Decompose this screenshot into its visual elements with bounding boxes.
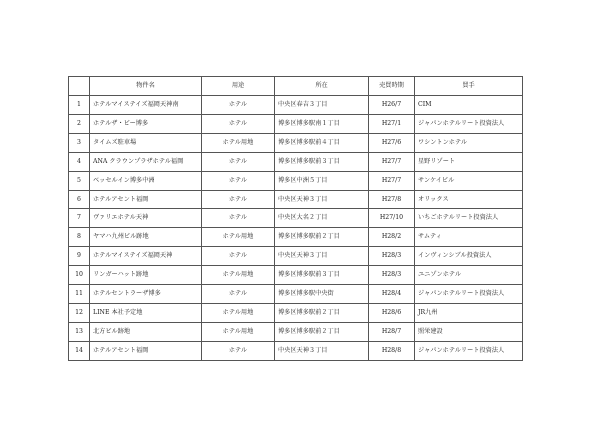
sale-period: H28/8 <box>369 341 415 360</box>
table-row <box>69 266 523 285</box>
property-use: ホテル <box>202 114 275 133</box>
sale-period: H28/6 <box>369 303 415 322</box>
property-use: ホテル <box>202 152 275 171</box>
row-number: 4 <box>69 152 90 171</box>
row-number: 1 <box>69 96 90 115</box>
buyer-name: いちごホテルリート投資法人 <box>415 209 523 228</box>
property-use: ホテル <box>202 96 275 115</box>
property-name: ホテルアセント福岡 <box>90 341 202 360</box>
property-name: ホテルマイステイズ福岡天神南 <box>90 96 202 115</box>
table-row <box>69 341 523 360</box>
header-buyer: 買手 <box>415 77 523 96</box>
property-name: ANA クラウンプラザホテル福岡 <box>90 152 202 171</box>
row-number: 8 <box>69 228 90 247</box>
buyer-name: サムティ <box>415 228 523 247</box>
property-use: ホテル用地 <box>202 322 275 341</box>
table-row <box>69 285 523 304</box>
buyer-name: ワシントンホテル <box>415 133 523 152</box>
property-name: LINE 本社予定地 <box>90 303 202 322</box>
sale-period: H28/3 <box>369 266 415 285</box>
sale-period: H27/6 <box>369 133 415 152</box>
table-row <box>69 228 523 247</box>
row-number: 12 <box>69 303 90 322</box>
buyer-name: ジャパンホテルリート投資法人 <box>415 341 523 360</box>
sale-period: H28/3 <box>369 247 415 266</box>
header-location: 所在 <box>275 77 369 96</box>
property-location: 博多区博多駅前３丁目 <box>275 152 369 171</box>
sale-period: H27/8 <box>369 190 415 209</box>
property-use: ホテル <box>202 171 275 190</box>
property-location: 博多区博多駅前２丁目 <box>275 322 369 341</box>
property-use: ホテル <box>202 247 275 266</box>
property-use: ホテル <box>202 190 275 209</box>
property-location: 中央区天神３丁目 <box>275 190 369 209</box>
property-location: 博多区中洲５丁目 <box>275 171 369 190</box>
property-name: ホテルセントラーザ博多 <box>90 285 202 304</box>
row-number: 2 <box>69 114 90 133</box>
property-name: ホテルアセント福岡 <box>90 190 202 209</box>
row-number: 9 <box>69 247 90 266</box>
buyer-name: 星野リゾート <box>415 152 523 171</box>
table-row <box>69 209 523 228</box>
property-use: ホテル用地 <box>202 133 275 152</box>
property-name: ヤマハ九州ビル跡地 <box>90 228 202 247</box>
property-name: ホテルザ・ビー博多 <box>90 114 202 133</box>
row-number: 11 <box>69 285 90 304</box>
property-name: リンガーハット跡地 <box>90 266 202 285</box>
row-number: 7 <box>69 209 90 228</box>
property-use: ホテル用地 <box>202 303 275 322</box>
sale-period: H27/10 <box>369 209 415 228</box>
table-row <box>69 96 523 115</box>
property-location: 博多区博多駅前２丁目 <box>275 228 369 247</box>
property-name: タイムズ駐車場 <box>90 133 202 152</box>
row-number: 3 <box>69 133 90 152</box>
table-row <box>69 247 523 266</box>
header-sale-period: 売買時期 <box>369 77 415 96</box>
property-use: ホテル <box>202 209 275 228</box>
property-location: 博多区博多駅前４丁目 <box>275 133 369 152</box>
property-location: 博多区博多駅前３丁目 <box>275 266 369 285</box>
hotel-transactions-table <box>68 76 523 361</box>
table-row <box>69 322 523 341</box>
row-number: 5 <box>69 171 90 190</box>
buyer-name: サンケイビル <box>415 171 523 190</box>
table-body <box>69 96 523 361</box>
row-number: 10 <box>69 266 90 285</box>
property-location: 中央区春吉３丁目 <box>275 96 369 115</box>
property-location: 中央区天神３丁目 <box>275 341 369 360</box>
sale-period: H27/1 <box>369 114 415 133</box>
property-location: 博多区博多駅前２丁目 <box>275 303 369 322</box>
buyer-name: JR九州 <box>415 303 523 322</box>
header-property-name: 物件名 <box>90 77 202 96</box>
property-use: ホテル用地 <box>202 266 275 285</box>
sale-period: H28/2 <box>369 228 415 247</box>
table-row <box>69 190 523 209</box>
header-number <box>69 77 90 96</box>
sale-period: H26/7 <box>369 96 415 115</box>
property-name: ヴァリエホテル天神 <box>90 209 202 228</box>
property-use: ホテル <box>202 285 275 304</box>
property-location: 中央区天神３丁目 <box>275 247 369 266</box>
property-name: ベッセルイン博多中洲 <box>90 171 202 190</box>
table-header-row <box>69 77 523 96</box>
property-name: ホテルマイステイズ福岡天神 <box>90 247 202 266</box>
table-row <box>69 171 523 190</box>
buyer-name: CIM <box>415 96 523 115</box>
buyer-name: オリックス <box>415 190 523 209</box>
property-use: ホテル用地 <box>202 228 275 247</box>
table-row <box>69 303 523 322</box>
buyer-name: ユニゾンホテル <box>415 266 523 285</box>
row-number: 14 <box>69 341 90 360</box>
table-row <box>69 114 523 133</box>
property-name: 北方ビル跡地 <box>90 322 202 341</box>
table-row <box>69 133 523 152</box>
buyer-name: ジャパンホテルリート投資法人 <box>415 285 523 304</box>
buyer-name: 照栄建設 <box>415 322 523 341</box>
property-location: 博多区博多駅中央街 <box>275 285 369 304</box>
header-use: 用途 <box>202 77 275 96</box>
table-row <box>69 152 523 171</box>
buyer-name: インヴィンシブル投資法人 <box>415 247 523 266</box>
property-location: 博多区博多駅南１丁目 <box>275 114 369 133</box>
property-use: ホテル <box>202 341 275 360</box>
sale-period: H27/7 <box>369 171 415 190</box>
row-number: 6 <box>69 190 90 209</box>
buyer-name: ジャパンホテルリート投資法人 <box>415 114 523 133</box>
property-location: 中央区大名２丁目 <box>275 209 369 228</box>
sale-period: H28/4 <box>369 285 415 304</box>
sale-period: H28/7 <box>369 322 415 341</box>
row-number: 13 <box>69 322 90 341</box>
sale-period: H27/7 <box>369 152 415 171</box>
